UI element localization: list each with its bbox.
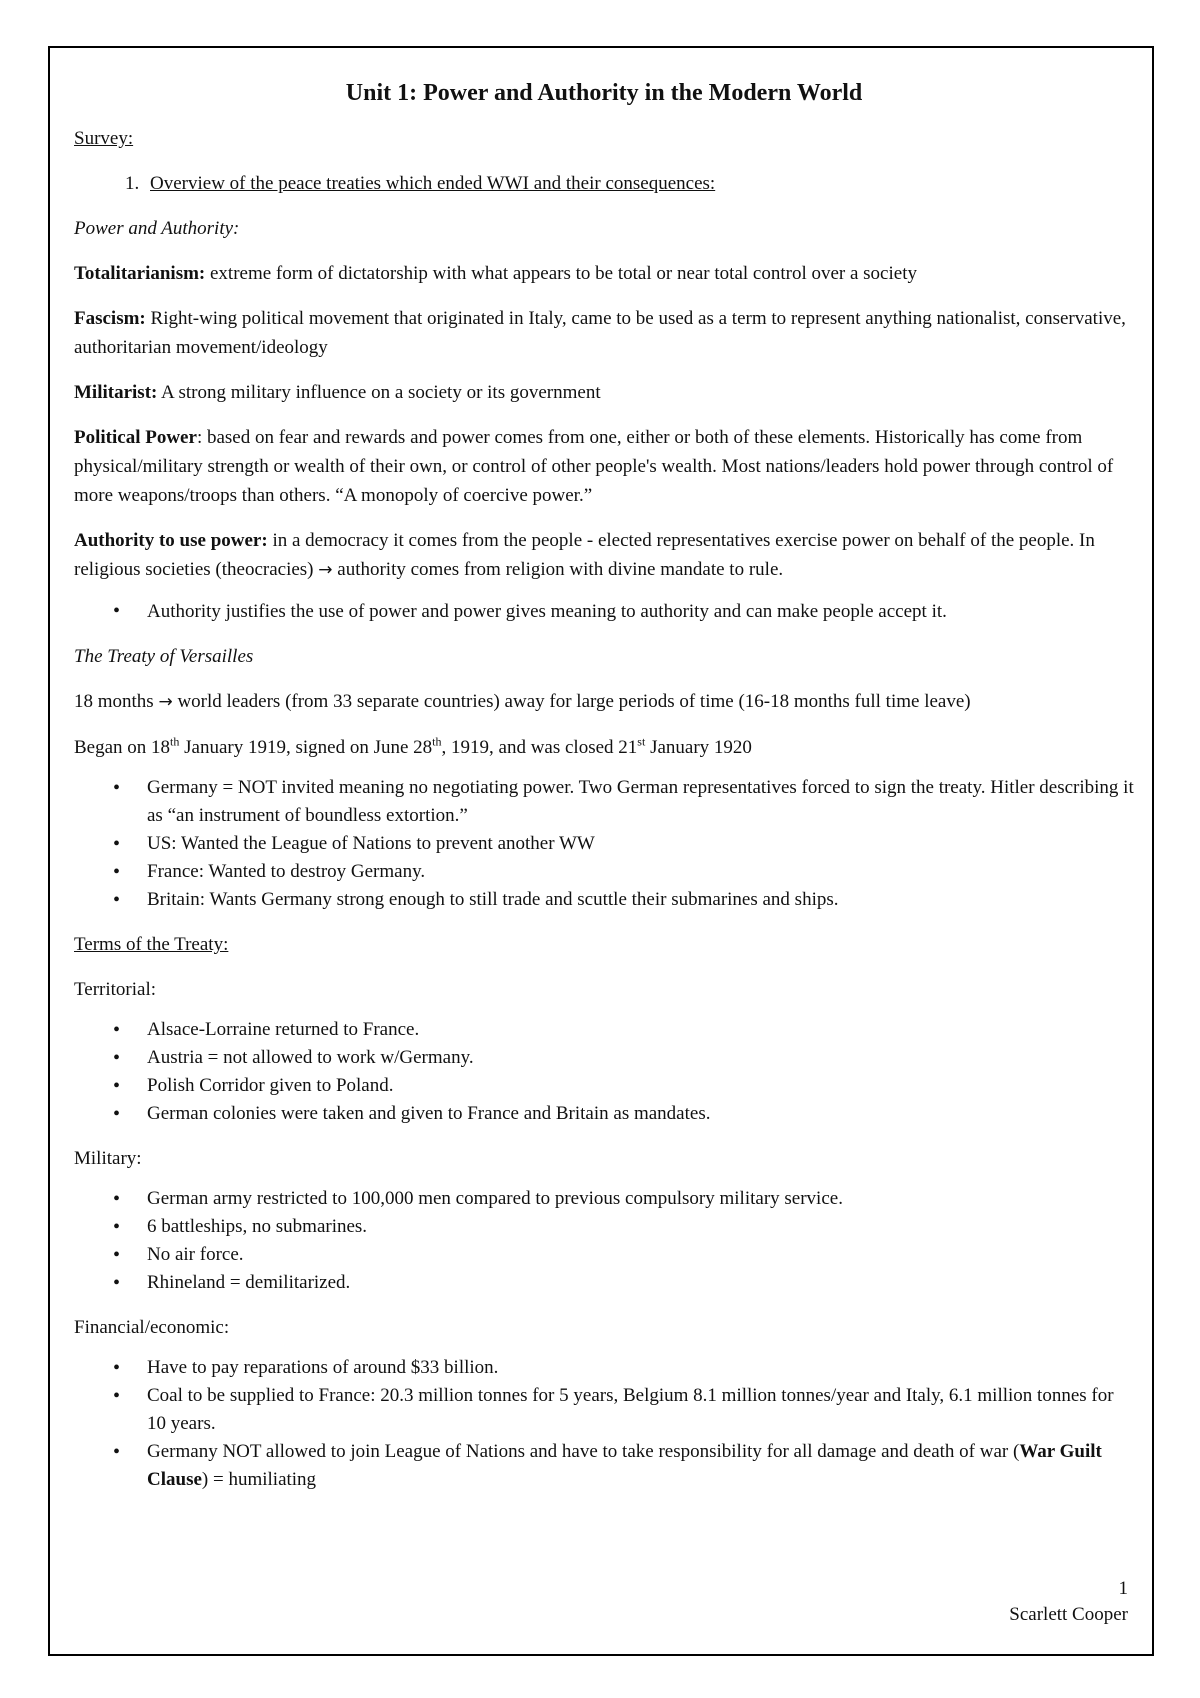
list-item: • Rhineland = demilitarized. xyxy=(74,1269,1134,1297)
term-political-power: Political Power xyxy=(74,427,197,448)
text-authority-2: authority comes from religion with divine mandate to rule. xyxy=(332,559,784,580)
versailles-heading: The Treaty of Versailles xyxy=(74,646,254,667)
financial-last-text-2: ) = humiliating xyxy=(201,1469,317,1490)
definition-fascism xyxy=(74,304,1134,362)
list-item: • German army restricted to 100,000 men compared to previous compulsory military service. xyxy=(74,1185,1134,1213)
dates-began: Began on 18 xyxy=(74,737,171,758)
list-item: • Polish Corridor given to Poland. xyxy=(74,1072,1134,1100)
military-bullet-list xyxy=(74,1185,1134,1297)
right-arrow-icon: → xyxy=(318,560,333,580)
term-authority: Authority to use power: xyxy=(74,530,268,551)
dates-end: January 1920 xyxy=(645,737,752,758)
text-authority-1: in a democracy it comes from the people - elected representatives exercise power on behalf of the people. In religious societies (theocracies) xyxy=(74,530,1095,580)
financial-last-text-1: Germany NOT allowed to join League of Nations and have to take responsibility for all damage and death of war ( xyxy=(147,1441,1020,1462)
page-footer xyxy=(1009,1576,1128,1628)
definition-militarist xyxy=(74,378,1134,407)
dates-sup-st: st xyxy=(637,734,646,749)
term-militarist: Militarist: xyxy=(74,382,158,403)
page-number: 1 xyxy=(1118,1578,1128,1599)
term-totalitarianism: Totalitarianism: xyxy=(74,263,206,284)
text-fascism: Right-wing political movement that originated in Italy, came to be used as a term to represent anything nationalist, conservative, authoritarian movement/ideology xyxy=(74,308,1126,358)
text-political-power: : based on fear and rewards and power comes from one, either or both of these elements. Historically has come from physical/military strength or wealth of their own, or control of other people's wealth. Most nations/leaders hold power through control of more weapons/troops than others. “A monopoly of coercive power.” xyxy=(74,427,1114,506)
financial-heading: Financial/economic: xyxy=(74,1317,230,1338)
list-item: • Britain: Wants Germany strong enough to still trade and scuttle their submarines and ships. xyxy=(74,886,1134,914)
terms-heading-text: Terms of the Treaty: xyxy=(74,934,229,955)
list-item: • Alsace-Lorraine returned to France. xyxy=(74,1016,1134,1044)
survey-item-text: Overview of the peace treaties which ended WWI and their consequences: xyxy=(150,173,716,194)
military-heading: Military: xyxy=(74,1148,142,1169)
term-fascism: Fascism: xyxy=(74,308,146,329)
survey-heading-text: Survey: xyxy=(74,128,134,149)
text-totalitarianism: extreme form of dictatorship with what appears to be total or near total control over a society xyxy=(205,263,917,284)
dates-sup-th-2: th xyxy=(432,734,442,749)
document-page xyxy=(48,46,1154,1656)
authority-bullet-list xyxy=(74,597,1134,626)
financial-bullet-list xyxy=(74,1354,1134,1494)
versailles-bullet-list xyxy=(74,774,1134,914)
dates-january: January 1919, signed on June 28 xyxy=(179,737,433,758)
territorial-heading: Territorial: xyxy=(74,979,157,1000)
dates-sup-th-1: th xyxy=(170,734,180,749)
list-item: • No air force. xyxy=(74,1241,1134,1269)
survey-item xyxy=(144,169,1134,198)
list-item: • US: Wanted the League of Nations to prevent another WW xyxy=(74,830,1134,858)
list-item: • Coal to be supplied to France: 20.3 million tonnes for 5 years, Belgium 8.1 million tonnes/year and Italy, 6.1 million tonnes for 10 years. xyxy=(74,1382,1134,1438)
war-guilt-clause: War Guilt Clause xyxy=(147,1441,1102,1490)
versailles-dates xyxy=(74,733,1134,762)
list-item xyxy=(74,1438,1134,1494)
list-item: • 6 battleships, no submarines. xyxy=(74,1213,1134,1241)
list-item: • France: Wanted to destroy Germany. xyxy=(74,858,1134,886)
list-item: • Authority justifies the use of power and power gives meaning to authority and can make people accept it. xyxy=(74,597,1134,626)
versailles-duration xyxy=(74,687,1134,717)
survey-heading xyxy=(74,124,1134,153)
list-item: • German colonies were taken and given to France and Britain as mandates. xyxy=(74,1100,1134,1128)
power-authority-heading: Power and Authority: xyxy=(74,218,240,239)
list-item: • Germany = NOT invited meaning no negotiating power. Two German representatives forced to sign the treaty. Hitler describing it as “an instrument of boundless extortion.” xyxy=(74,774,1134,830)
right-arrow-icon: → xyxy=(158,692,173,712)
territorial-bullet-list xyxy=(74,1016,1134,1128)
text-militarist: A strong military influence on a society or its government xyxy=(157,382,601,403)
list-item: • Austria = not allowed to work w/Germany. xyxy=(74,1044,1134,1072)
dates-closed: , 1919, and was closed 21 xyxy=(441,737,638,758)
document-content xyxy=(74,76,1134,1510)
versailles-duration-text-1: 18 months xyxy=(74,691,159,712)
terms-heading xyxy=(74,930,1134,959)
definition-authority xyxy=(74,526,1134,585)
definition-totalitarianism xyxy=(74,259,1134,288)
definition-political-power xyxy=(74,423,1134,510)
author-name: Scarlett Cooper xyxy=(1009,1604,1128,1625)
document-title: Unit 1: Power and Authority in the Modern World xyxy=(345,80,863,106)
list-item: • Have to pay reparations of around $33 billion. xyxy=(74,1354,1134,1382)
versailles-duration-text-2: world leaders (from 33 separate countries) away for large periods of time (16-18 months full time leave) xyxy=(172,691,971,712)
survey-list xyxy=(74,169,1134,198)
